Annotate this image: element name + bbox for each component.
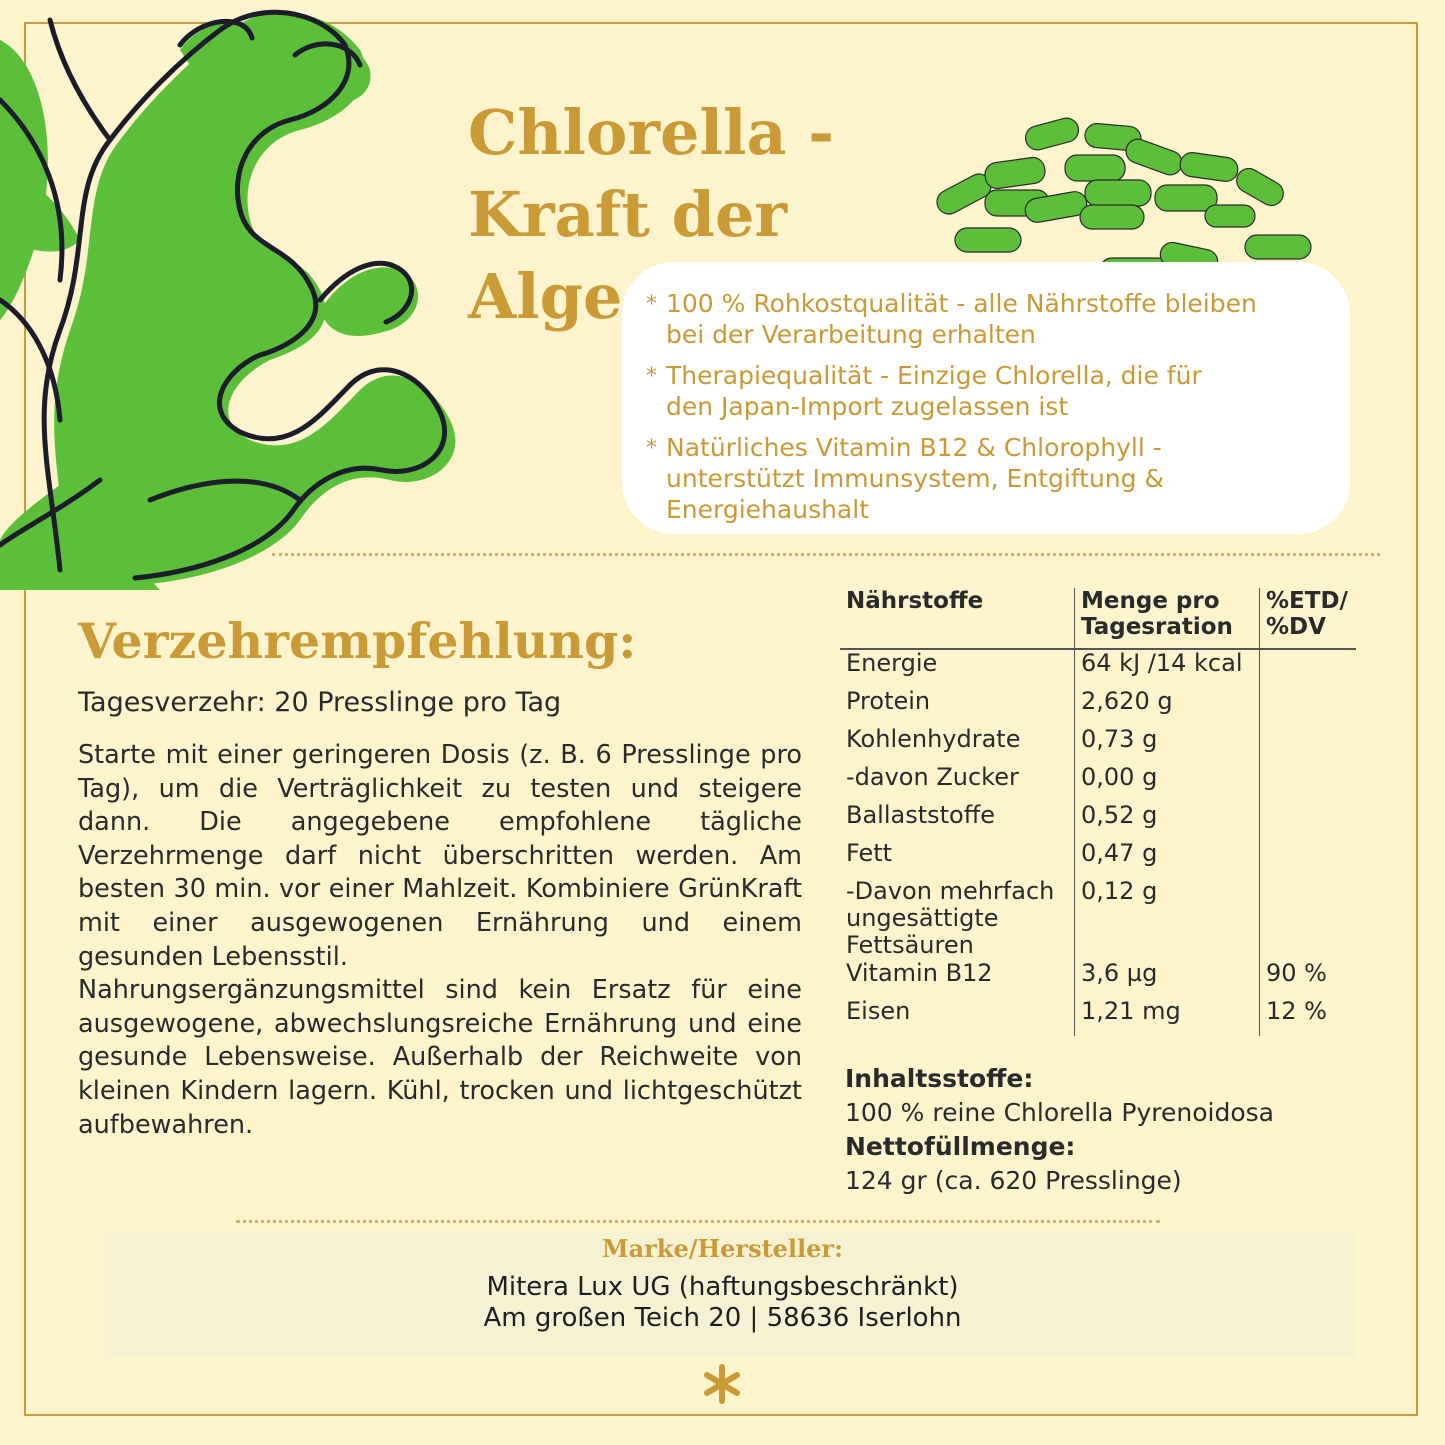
nutrient-dv [1260,764,1357,802]
header-amount [1075,588,1260,649]
nutrient-name: Vitamin B12 [846,959,993,987]
algae-illustration [0,0,480,590]
nutrient-amount: 0,52 g [1075,802,1260,840]
nutrient-name-line: Fettsäuren [846,931,974,959]
header-dv-line: %DV [1266,614,1326,640]
nutrient-dv [1260,878,1357,960]
dotted-divider [236,1220,1160,1223]
nutrient-name: Fett [846,839,893,867]
ingredients-value: 100 % reine Chlorella Pyrenoidosa [845,1098,1274,1127]
benefit-text: den Japan-Import zugelassen ist [666,392,1069,421]
benefit-text: 100 % Rohkostqualität - alle Nährstoffe bleiben [666,289,1257,318]
nutrient-name: Protein [846,687,931,715]
nutrient-amount: 3,6 µg [1075,960,1260,998]
benefit-text: bei der Verarbeitung erhalten [666,320,1036,349]
benefit-text: unterstützt Immunsystem, Entgiftung & [666,464,1164,493]
nutrient-name-line: -Davon mehrfach [846,877,1055,905]
header-dv-line: %ETD/ [1266,588,1348,614]
header-amount-line: Tagesration [1081,614,1233,640]
nutrient-dv [1260,726,1357,764]
nutrient-name: Ballaststoffe [846,801,996,829]
nutrient-dv [1260,840,1357,878]
recommendation-text [78,739,802,1142]
header-amount-line: Menge pro [1081,588,1220,614]
header-nutrients: Nährstoffe [840,588,1075,649]
nutrient-name: Kohlenhydrate [846,725,1021,753]
nutrient-name: Eisen [846,997,911,1025]
nutrient-dv [1260,688,1357,726]
nutrition-table [840,588,1356,1036]
daily-dose: Tagesverzehr: 20 Presslinge pro Tag [78,687,562,718]
nutrient-name [840,878,1075,960]
ingredients-label: Inhaltsstoffe: [845,1064,1034,1093]
nutrient-dv [1260,802,1357,840]
table-row [840,649,1356,688]
manufacturer-info [0,1272,1445,1334]
benefit-item [646,288,1326,350]
benefit-item [646,360,1326,422]
benefits-box [622,262,1350,534]
nutrient-dv: 12 % [1260,998,1357,1036]
nutrition-header-row [840,588,1356,649]
recommendation-heading: Verzehrempfehlung: [78,612,637,670]
manufacturer-name: Mitera Lux UG (haftungsbeschränkt) [486,1272,959,1302]
benefit-text: Therapiequalität - Einzige Chlorella, die für [666,361,1202,390]
title-line-1: Chlorella - [468,96,835,169]
table-row [840,878,1356,960]
nutrient-dv [1260,649,1357,688]
manufacturer-address: Am großen Teich 20 | 58636 Iserlohn [483,1303,962,1333]
table-row [840,960,1356,998]
title-line-2: Kraft der [468,178,788,251]
table-row [840,764,1356,802]
nutrient-amount: 0,73 g [1075,726,1260,764]
manufacturer-label: Marke/Hersteller: [602,1234,843,1263]
net-weight-value: 124 gr (ca. 620 Presslinge) [845,1166,1182,1195]
nutrient-amount: 2,620 g [1075,688,1260,726]
benefit-item [646,432,1326,525]
table-row [840,998,1356,1036]
nutrient-amount: 0,47 g [1075,840,1260,878]
ingredients-block [845,1062,1274,1198]
nutrient-amount: 0,00 g [1075,764,1260,802]
asterisk-icon: * [646,436,657,461]
table-row [840,688,1356,726]
nutrient-amount: 1,21 mg [1075,998,1260,1036]
benefit-text: Natürliches Vitamin B12 & Chlorophyll - [666,433,1162,462]
table-row [840,802,1356,840]
recommendation-paragraph: Nahrungsergänzungsmittel sind kein Ersatz für eine ausgewogene, abwechslungsreiche Ernährung und eine gesunde Lebensweise. Außerhalb der Reichweite von kleinen Kindern lagern. Kühl, trocken und lichtgeschützt aufbewahren. [78,975,802,1140]
asterisk-icon: * [646,292,657,317]
title-line-3: Alge [468,260,623,333]
asterisk-icon [700,1362,744,1406]
table-row [840,726,1356,764]
net-weight-label: Nettofüllmenge: [845,1132,1076,1161]
nutrient-name-line: ungesättigte [846,904,999,932]
benefit-text: Energiehaushalt [666,495,870,524]
header-dv [1260,588,1357,649]
nutrient-dv: 90 % [1260,960,1357,998]
recommendation-paragraph: Starte mit einer geringeren Dosis (z. B. 6 Presslinge pro Tag), um die Verträglichkeit zu testen und steigere dann. Die angegebene empfohlene tägliche Verzehrmenge darf nicht überschritten werden. Am besten 30 min. vor einer Mahlzeit. Kombiniere GrünKraft mit einer ausgewogenen Ernährung und einem gesunden Lebensstil. [78,740,802,972]
table-row [840,840,1356,878]
nutrient-amount: 64 kJ /14 kcal [1075,649,1260,688]
nutrient-name: Energie [846,649,938,677]
asterisk-icon: * [646,364,657,389]
nutrient-name: -davon Zucker [846,763,1019,791]
dotted-divider [272,553,1380,556]
nutrient-amount: 0,12 g [1075,878,1260,960]
